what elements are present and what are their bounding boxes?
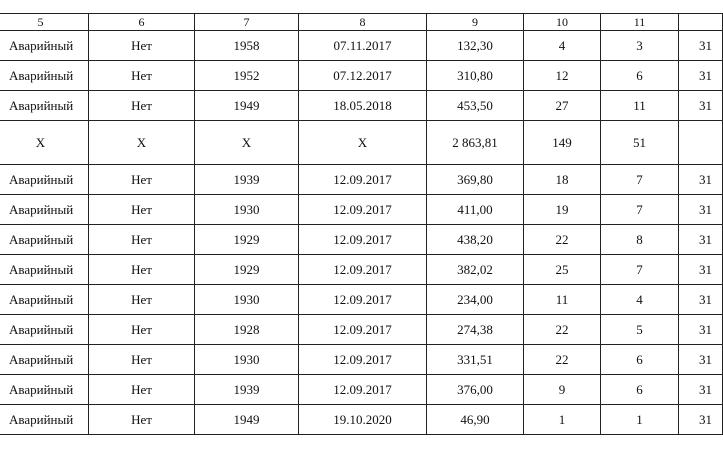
table-row — [0, 165, 723, 195]
table-cell: 8 — [601, 225, 679, 255]
header-cell — [679, 14, 723, 31]
table-cell: 1952 — [195, 61, 299, 91]
housing-table — [0, 13, 723, 435]
table-cell: 234,00 — [427, 285, 524, 315]
table-cell: 12.09.2017 — [299, 315, 427, 345]
table-cell: 369,80 — [427, 165, 524, 195]
table-cell: 12.09.2017 — [299, 345, 427, 375]
table-cell: Нет — [89, 315, 195, 345]
table-cell: 7 — [601, 195, 679, 225]
table-cell: 453,50 — [427, 91, 524, 121]
table-cell: 07.11.2017 — [299, 31, 427, 61]
table-cell: Аварийный — [0, 165, 89, 195]
table-cell: 31 — [679, 285, 723, 315]
table-cell: 1949 — [195, 91, 299, 121]
table-cell: Аварийный — [0, 405, 89, 435]
table-cell: 310,80 — [427, 61, 524, 91]
header-cell: 11 — [601, 14, 679, 31]
table-cell: 12.09.2017 — [299, 165, 427, 195]
table-cell: X — [299, 121, 427, 165]
table-cell: 438,20 — [427, 225, 524, 255]
table-cell: 1958 — [195, 31, 299, 61]
table-cell: Аварийный — [0, 315, 89, 345]
table-cell: Нет — [89, 165, 195, 195]
table-cell: 22 — [524, 225, 601, 255]
table-cell: 7 — [601, 165, 679, 195]
table-cell: Нет — [89, 405, 195, 435]
table-cell: Нет — [89, 345, 195, 375]
table-cell: 132,30 — [427, 31, 524, 61]
table-cell: 6 — [601, 375, 679, 405]
table-cell: 7 — [601, 255, 679, 285]
table-cell: 12.09.2017 — [299, 195, 427, 225]
table-row — [0, 195, 723, 225]
table-cell: 1 — [524, 405, 601, 435]
table-row — [0, 315, 723, 345]
table-row — [0, 31, 723, 61]
table-cell: 6 — [601, 345, 679, 375]
table-row — [0, 91, 723, 121]
table-cell: 31 — [679, 195, 723, 225]
table-cell: 12.09.2017 — [299, 225, 427, 255]
header-cell: 5 — [0, 14, 89, 31]
table-cell: 31 — [679, 165, 723, 195]
table-cell: Нет — [89, 61, 195, 91]
table-cell: 22 — [524, 345, 601, 375]
table-cell: Нет — [89, 225, 195, 255]
table-cell: 11 — [524, 285, 601, 315]
header-row — [0, 14, 723, 31]
table-row — [0, 405, 723, 435]
header-cell: 8 — [299, 14, 427, 31]
table-cell: Аварийный — [0, 285, 89, 315]
table-cell: 31 — [679, 375, 723, 405]
header-cell: 10 — [524, 14, 601, 31]
table-cell: 31 — [679, 225, 723, 255]
table-cell: Нет — [89, 285, 195, 315]
table-cell: X — [195, 121, 299, 165]
table-cell — [679, 121, 723, 165]
total-row — [0, 121, 723, 165]
table-cell: 331,51 — [427, 345, 524, 375]
table-cell: 31 — [679, 31, 723, 61]
table-cell: Аварийный — [0, 91, 89, 121]
table-cell: X — [0, 121, 89, 165]
table-cell: 22 — [524, 315, 601, 345]
table-cell: 27 — [524, 91, 601, 121]
table-cell: Аварийный — [0, 61, 89, 91]
table-cell: Аварийный — [0, 195, 89, 225]
table-cell: 25 — [524, 255, 601, 285]
table-cell: 1930 — [195, 285, 299, 315]
table-cell: 1929 — [195, 225, 299, 255]
table-row — [0, 285, 723, 315]
table-cell: 31 — [679, 405, 723, 435]
table-cell: 11 — [601, 91, 679, 121]
table-cell: 3 — [601, 31, 679, 61]
table-cell: 1930 — [195, 345, 299, 375]
table-cell: 149 — [524, 121, 601, 165]
table-row — [0, 345, 723, 375]
table-cell: 2 863,81 — [427, 121, 524, 165]
table-cell: 376,00 — [427, 375, 524, 405]
table-cell: 12 — [524, 61, 601, 91]
table-cell: Аварийный — [0, 255, 89, 285]
table-cell: 18.05.2018 — [299, 91, 427, 121]
table-cell: 31 — [679, 91, 723, 121]
table-cell: X — [89, 121, 195, 165]
table-cell: 19 — [524, 195, 601, 225]
table-cell: 51 — [601, 121, 679, 165]
table-cell: Нет — [89, 195, 195, 225]
table-cell: 12.09.2017 — [299, 285, 427, 315]
table-cell: 18 — [524, 165, 601, 195]
table-cell: 1930 — [195, 195, 299, 225]
table-cell: 4 — [601, 285, 679, 315]
table-cell: 1929 — [195, 255, 299, 285]
table-cell: 12.09.2017 — [299, 375, 427, 405]
table-cell: Аварийный — [0, 225, 89, 255]
table-cell: 31 — [679, 345, 723, 375]
table-cell: 411,00 — [427, 195, 524, 225]
table-cell: 5 — [601, 315, 679, 345]
table-cell: 12.09.2017 — [299, 255, 427, 285]
table-row — [0, 255, 723, 285]
table-cell: 31 — [679, 255, 723, 285]
table-cell: 274,38 — [427, 315, 524, 345]
table-row — [0, 225, 723, 255]
table-cell: 1 — [601, 405, 679, 435]
table-cell: Аварийный — [0, 345, 89, 375]
table-cell: 19.10.2020 — [299, 405, 427, 435]
table-cell: Нет — [89, 255, 195, 285]
table-cell: 46,90 — [427, 405, 524, 435]
table-cell: Нет — [89, 91, 195, 121]
table-cell: 1949 — [195, 405, 299, 435]
table-cell: Нет — [89, 375, 195, 405]
table-cell: 382,02 — [427, 255, 524, 285]
table-cell: 4 — [524, 31, 601, 61]
header-cell: 6 — [89, 14, 195, 31]
header-cell: 7 — [195, 14, 299, 31]
table-cell: 31 — [679, 61, 723, 91]
table-cell: 1939 — [195, 375, 299, 405]
table-cell: Аварийный — [0, 375, 89, 405]
table-row — [0, 375, 723, 405]
table-cell: 9 — [524, 375, 601, 405]
table-cell: 07.12.2017 — [299, 61, 427, 91]
table-cell: 1939 — [195, 165, 299, 195]
table-cell: Нет — [89, 31, 195, 61]
table-cell: 1928 — [195, 315, 299, 345]
table-row — [0, 61, 723, 91]
table-cell: 6 — [601, 61, 679, 91]
table-cell: 31 — [679, 315, 723, 345]
header-cell: 9 — [427, 14, 524, 31]
table-cell: Аварийный — [0, 31, 89, 61]
